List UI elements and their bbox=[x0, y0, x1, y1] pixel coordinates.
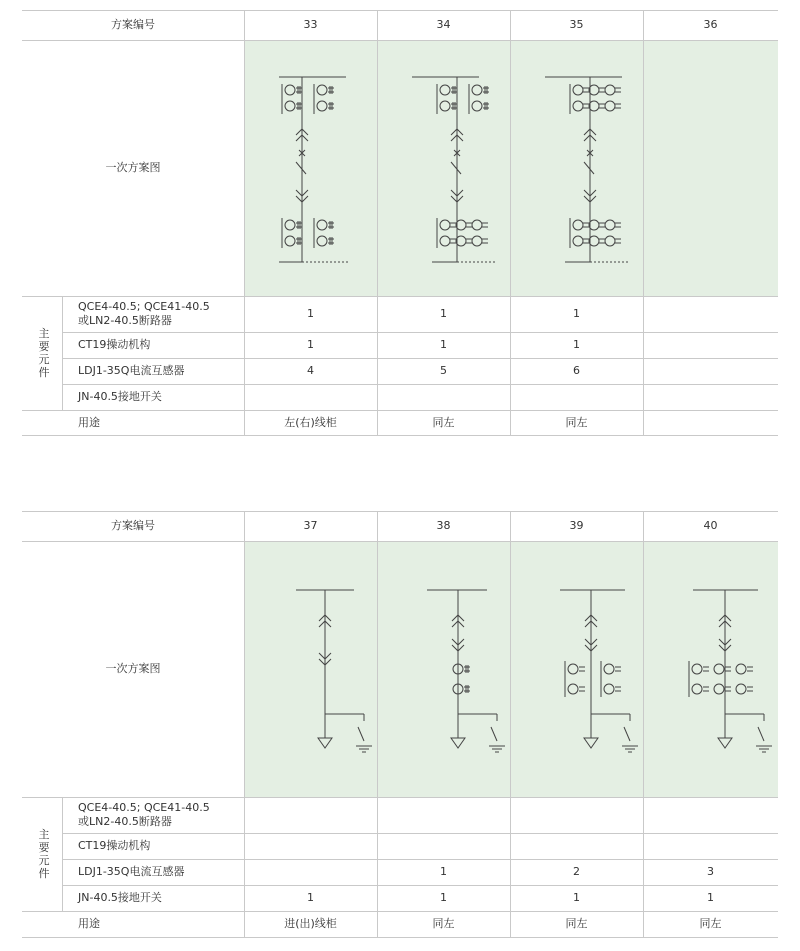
component-name-breaker: QCE4-40.5; QCE41-40.5 或LN2-40.5断路器 bbox=[78, 801, 210, 828]
single-line-diagram-35 bbox=[510, 40, 643, 296]
component-value: 1 bbox=[707, 891, 714, 904]
current-transformer-symbol bbox=[285, 85, 295, 95]
usage-value: 同左 bbox=[432, 917, 455, 930]
component-value bbox=[510, 797, 643, 833]
earthing-switch-symbol bbox=[358, 727, 364, 741]
scheme-table-2 bbox=[22, 511, 778, 938]
component-value: 5 bbox=[440, 364, 447, 377]
component-value bbox=[643, 797, 778, 833]
single-line-diagram-39 bbox=[510, 541, 643, 797]
single-line-diagram-38 bbox=[377, 541, 510, 797]
scheme-number-35: 35 bbox=[569, 18, 584, 31]
diagram-bg-36 bbox=[644, 40, 778, 296]
component-value: 1 bbox=[573, 338, 580, 351]
usage-value: 同左 bbox=[699, 917, 722, 930]
component-name-earthing-switch: JN-40.5接地开关 bbox=[78, 390, 162, 403]
component-value bbox=[244, 797, 377, 833]
component-name-mechanism: CT19操动机构 bbox=[78, 338, 151, 351]
component-value bbox=[244, 833, 377, 859]
single-line-diagram-34 bbox=[377, 40, 510, 296]
main-components-group-label: 主 要 元 件 bbox=[38, 327, 50, 379]
ground-symbol bbox=[356, 746, 372, 752]
component-value: 1 bbox=[440, 307, 447, 320]
component-value: 1 bbox=[573, 891, 580, 904]
usage-value bbox=[643, 410, 778, 435]
main-components-group-label: 主 要 元 件 bbox=[38, 828, 50, 880]
single-line-diagram-37 bbox=[244, 541, 377, 797]
component-value: 6 bbox=[573, 364, 580, 377]
component-name-mechanism: CT19操动机构 bbox=[78, 839, 151, 852]
component-value bbox=[377, 797, 510, 833]
component-value: 1 bbox=[573, 307, 580, 320]
scheme-number-37: 37 bbox=[303, 519, 318, 532]
scheme-number-34: 34 bbox=[436, 18, 451, 31]
component-value: 4 bbox=[307, 364, 314, 377]
component-name-earthing-switch: JN-40.5接地开关 bbox=[78, 891, 162, 904]
single-line-diagram-33 bbox=[244, 40, 377, 296]
component-value bbox=[510, 833, 643, 859]
usage-value: 左(右)线柜 bbox=[284, 415, 337, 429]
component-value bbox=[244, 384, 377, 410]
component-name-ct: LDJ1-35Q电流互感器 bbox=[78, 865, 185, 878]
scheme-number-38: 38 bbox=[436, 519, 451, 532]
single-line-diagram-40 bbox=[643, 541, 778, 797]
component-value bbox=[510, 384, 643, 410]
scheme-number-36: 36 bbox=[703, 18, 718, 31]
cable-terminal-symbol bbox=[318, 738, 332, 748]
diagram-row-label: 一次方案图 bbox=[105, 161, 161, 174]
usage-label: 用途 bbox=[78, 917, 100, 930]
component-value bbox=[377, 833, 510, 859]
diagram-row-label: 一次方案图 bbox=[105, 662, 161, 675]
component-value bbox=[643, 332, 778, 358]
component-value: 1 bbox=[440, 891, 447, 904]
component-value: 1 bbox=[440, 338, 447, 351]
header-label: 方案编号 bbox=[111, 18, 155, 31]
component-value: 1 bbox=[307, 891, 314, 904]
component-value bbox=[643, 358, 778, 384]
scheme-number-39: 39 bbox=[569, 519, 584, 532]
component-value: 1 bbox=[440, 865, 447, 878]
usage-label: 用途 bbox=[78, 415, 100, 429]
component-value: 3 bbox=[707, 865, 714, 878]
component-value bbox=[643, 833, 778, 859]
header-label: 方案编号 bbox=[111, 519, 155, 532]
component-value bbox=[643, 296, 778, 332]
component-value: 2 bbox=[573, 865, 580, 878]
component-value: 1 bbox=[307, 338, 314, 351]
component-value bbox=[244, 859, 377, 885]
usage-value: 同左 bbox=[565, 415, 588, 429]
component-name-ct: LDJ1-35Q电流互感器 bbox=[78, 364, 185, 377]
component-value bbox=[643, 384, 778, 410]
usage-value: 同左 bbox=[565, 917, 588, 930]
component-value: 1 bbox=[307, 307, 314, 320]
usage-value: 进(出)线柜 bbox=[284, 917, 337, 930]
scheme-number-33: 33 bbox=[303, 18, 318, 31]
scheme-number-40: 40 bbox=[703, 519, 718, 532]
component-name-breaker: QCE4-40.5; QCE41-40.5 或LN2-40.5断路器 bbox=[78, 300, 210, 327]
scheme-table-1 bbox=[22, 10, 778, 436]
component-value bbox=[377, 384, 510, 410]
usage-value: 同左 bbox=[432, 415, 455, 429]
